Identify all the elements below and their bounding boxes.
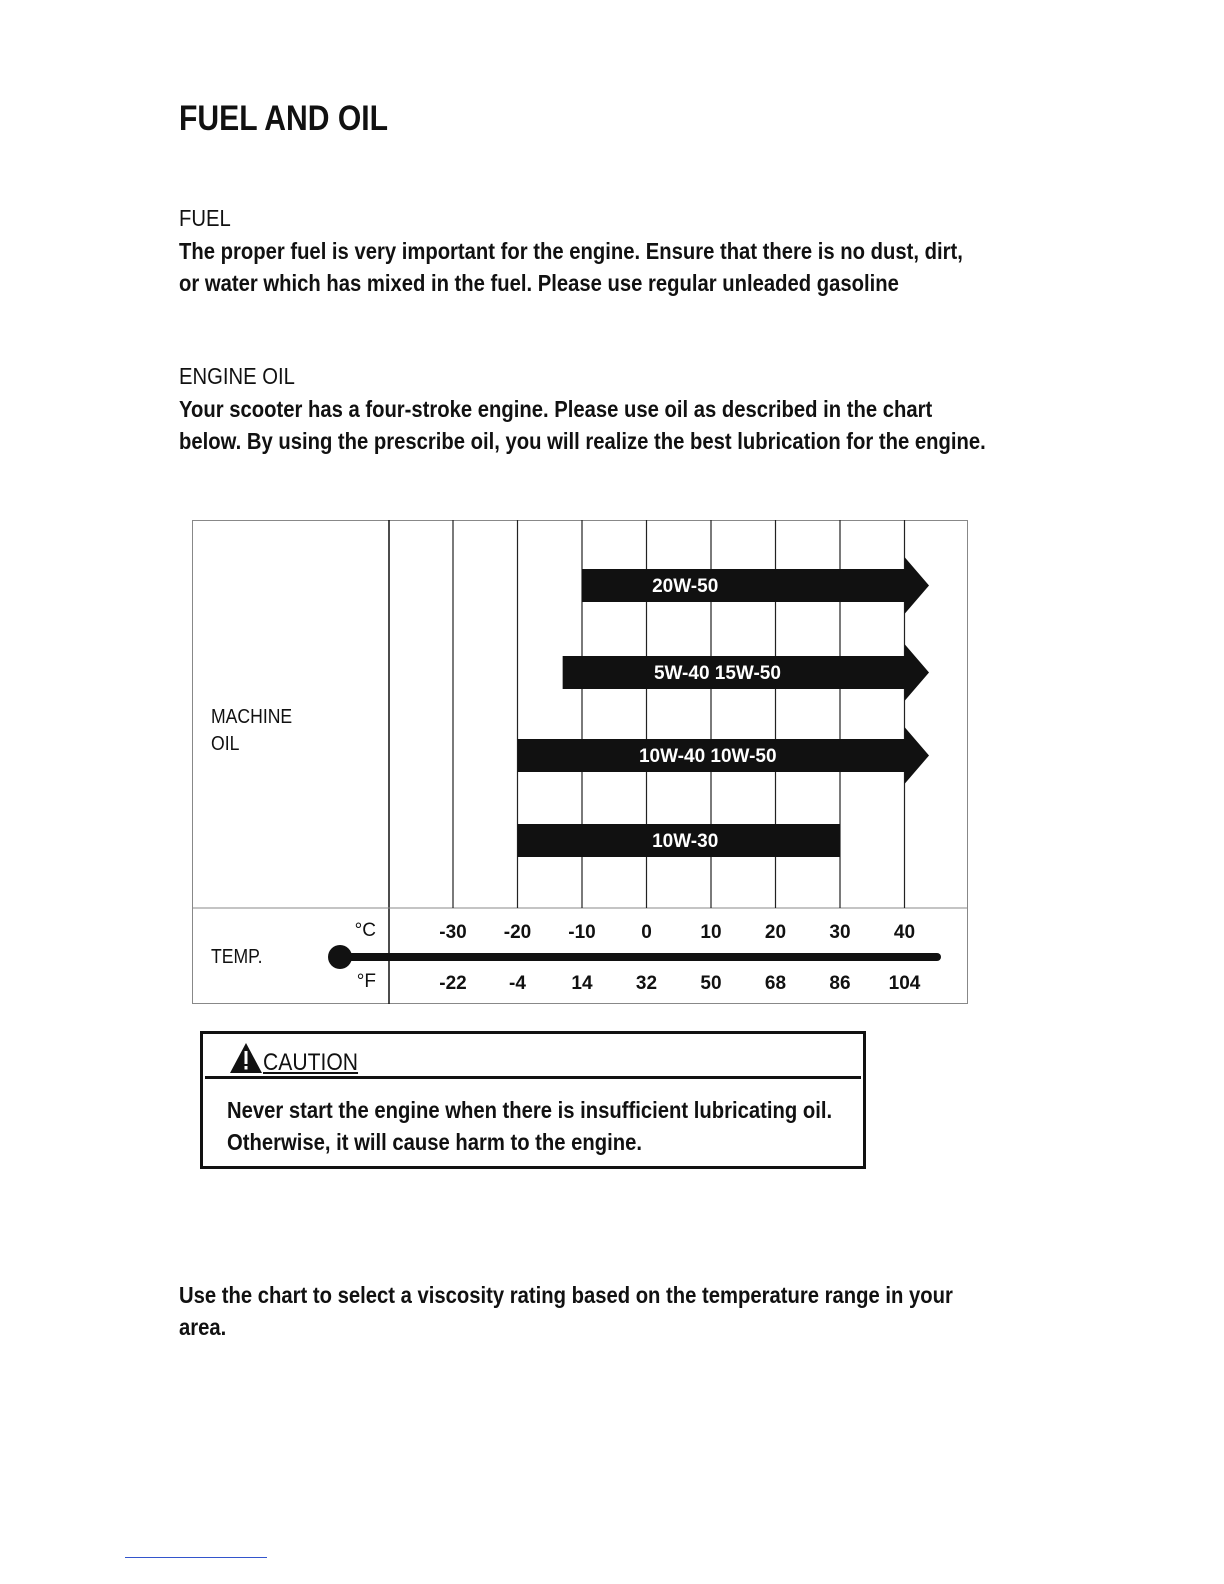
celsius-tick-6: 30	[829, 922, 851, 943]
fahrenheit-tick-3: 32	[635, 973, 658, 994]
oil-viscosity-chart-svg	[192, 520, 968, 1004]
oil-bar-label-0: 20W-50	[652, 576, 719, 597]
machine-oil-label: MACHINE OIL	[211, 706, 293, 755]
fuel-heading: FUEL	[179, 205, 231, 231]
fahrenheit-tick-5: 68	[764, 973, 787, 994]
temperature-scale-bulb	[328, 945, 352, 969]
engine-oil-paragraph: Your scooter has a four-stroke engine. Please use oil as described in the chart below. By using the prescribe oil, you will realize the best lubrication for the engine.	[179, 396, 986, 454]
page-title: FUEL AND OIL	[179, 99, 389, 138]
footer-link-rule	[125, 1557, 267, 1558]
oil-bar-label-2: 10W-40 10W-50	[638, 746, 777, 767]
fuel-paragraph: The proper fuel is very important for the engine. Ensure that there is no dust, dirt, or water which has mixed in the fuel. Please use regular unleaded gasoline	[179, 238, 963, 296]
fahrenheit-tick-4: 50	[700, 973, 722, 994]
temp-label: TEMP.	[211, 946, 263, 968]
oil-viscosity-chart	[192, 520, 968, 1004]
celsius-tick-7: 40	[893, 922, 916, 943]
celsius-tick-4: 10	[700, 922, 722, 943]
fahrenheit-tick-1: -4	[509, 973, 526, 994]
fahrenheit-tick-6: 86	[829, 973, 851, 994]
celsius-tick-5: 20	[764, 922, 787, 943]
fahrenheit-tick-7: 104	[888, 973, 921, 994]
fahrenheit-tick-2: 14	[571, 973, 593, 994]
footer-paragraph: Use the chart to select a viscosity rating based on the temperature range in your area.	[179, 1282, 953, 1340]
celsius-tick-1: -20	[503, 922, 532, 943]
fahrenheit-tick-0: -22	[439, 973, 467, 994]
celsius-unit-label: °C	[354, 920, 376, 941]
engine-oil-heading: ENGINE OIL	[179, 363, 295, 389]
celsius-tick-2: -10	[568, 922, 596, 943]
caution-header	[205, 1034, 861, 1079]
oil-bar-0	[582, 557, 929, 614]
caution-title: CAUTION	[263, 1049, 359, 1076]
celsius-tick-0: -30	[439, 922, 467, 943]
caution-box	[200, 1031, 866, 1169]
celsius-tick-3: 0	[641, 922, 652, 943]
oil-bar-label-1: 5W-40 15W-50	[653, 663, 781, 684]
fahrenheit-unit-label: °F	[356, 971, 376, 992]
warning-triangle-icon	[229, 1042, 263, 1074]
caution-text: Never start the engine when there is insufficient lubricating oil. Otherwise, it will cause harm to the engine.	[227, 1097, 833, 1155]
oil-bar-label-3: 10W-30	[652, 831, 719, 852]
